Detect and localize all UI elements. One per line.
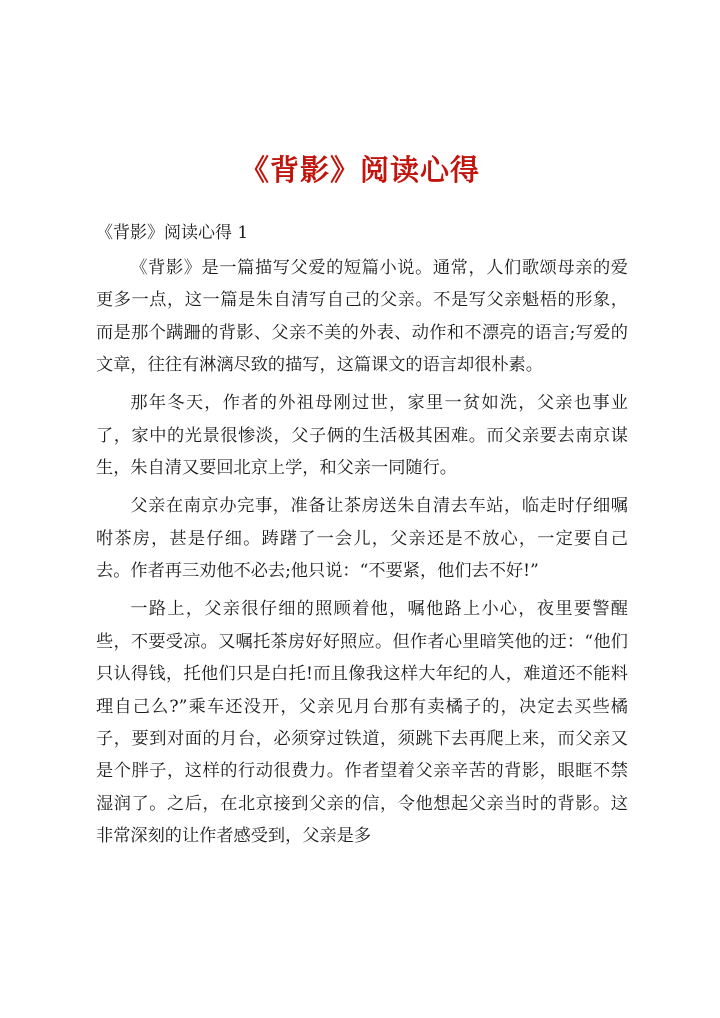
paragraph-1: 《背影》是一篇描写父爱的短篇小说。通常，人们歌颂母亲的爱更多一点，这一篇是朱自清写自己的父亲。不是写父亲魁梧的形象，而是那个蹒跚的背影、父亲不美的外表、动作和不漂亮的语言;写爱的文章，往往有淋漓尽致的描写，这篇课文的语言却很朴素。 <box>96 258 628 376</box>
document-body <box>96 252 628 859</box>
section-heading: 《背影》阅读心得 1 <box>96 223 249 243</box>
paragraph-2: 那年冬天，作者的外祖母刚过世，家里一贫如洗，父亲也事业了，家中的光景很惨淡，父子俩的生活极其困难。而父亲要去南京谋生，朱自清又要回北京上学，和父亲一同随行。 <box>96 393 628 479</box>
document-title: 《背影》阅读心得 <box>239 153 480 187</box>
paragraph-3: 父亲在南京办完事，准备让茶房送朱自清去车站，临走时仔细嘱咐茶房，甚是仔细。踌躇了一会儿，父亲还是不放心，一定要自己去。作者再三劝他不必去;他只说：“不要紧，他们去不好!” <box>96 496 628 582</box>
paragraph-4: 一路上，父亲很仔细的照顾着他，嘱他路上小心，夜里要警醒些，不要受凉。又嘱托茶房好好照应。但作者心里暗笑他的迂：“他们只认得钱，托他们只是白托!而且像我这样大年纪的人，难道还不能料理自己么?”乘车还没开，父亲见月台那有卖橘子的，决定去买些橘子，要到对面的月台，必须穿过铁道，须跳下去再爬上来，而父亲又是个胖子，这样的行动很费力。作者望着父亲辛苦的背影，眼眶不禁湿润了。之后，在北京接到父亲的信，令他想起父亲当时的背影。这非常深刻的让作者感受到，父亲是多 <box>96 599 628 847</box>
